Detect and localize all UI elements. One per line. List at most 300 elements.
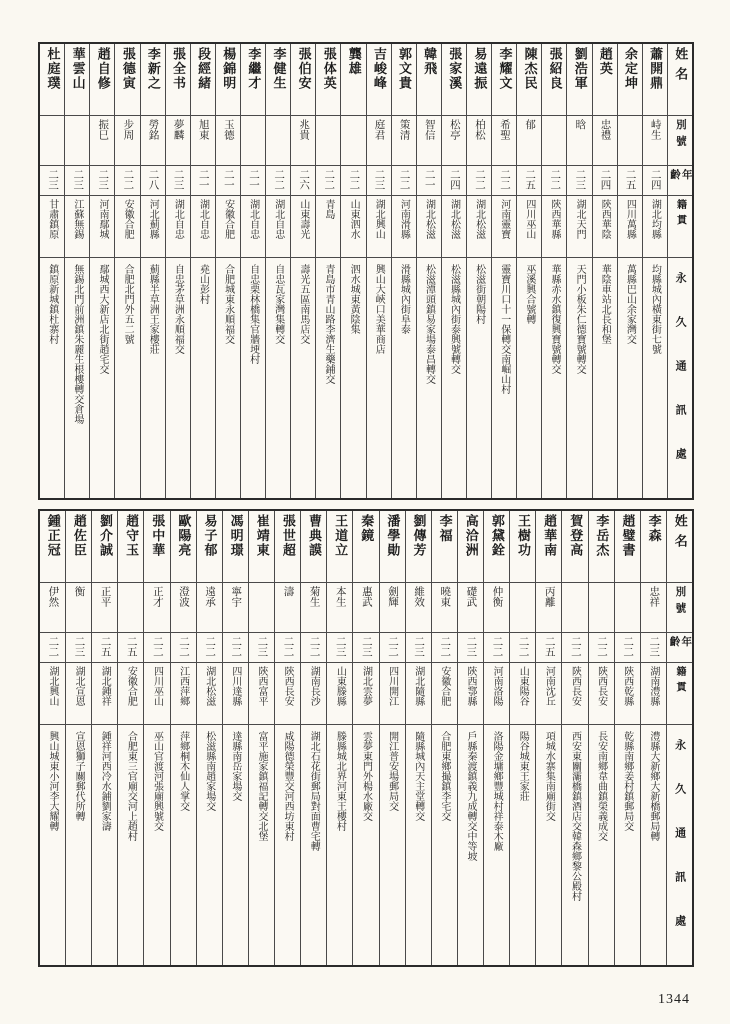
name-cell-text: 李福 [437, 514, 453, 544]
age-cell-text: 二三 [574, 169, 586, 190]
alias-cell [341, 116, 365, 166]
name-cell [90, 44, 114, 116]
age-cell [467, 166, 491, 196]
origin-cell-text: 湖北鍾祥 [99, 666, 111, 706]
alias-cell-text: 衡 [73, 586, 85, 597]
table-column [190, 44, 215, 498]
origin-cell-text: 陝西華縣 [548, 199, 560, 239]
table-column [592, 44, 617, 498]
name-cell-text: 鍾正冠 [45, 514, 61, 558]
name-cell-text: 華雲山 [70, 47, 86, 91]
address-cell-text: 鍾祥河西冷水鋪劉家濤 [99, 731, 111, 831]
name-cell-text: 吉峻峰 [371, 47, 387, 91]
name-cell-text: 歐陽亮 [176, 514, 192, 558]
name-cell [241, 44, 265, 116]
alias-cell [392, 116, 416, 166]
origin-cell-text: 湖北隨縣 [412, 666, 424, 706]
address-cell-text: 滑縣城內街阜泰 [398, 264, 410, 334]
table-divider-gap [38, 500, 694, 509]
origin-cell [118, 663, 143, 725]
origin-cell [589, 663, 614, 725]
address-cell-text: 合肥東鄉撮鎮李宅交 [438, 731, 450, 821]
name-cell [141, 44, 165, 116]
address-cell [191, 258, 215, 498]
header-cell [668, 166, 692, 196]
header-cell [667, 583, 692, 633]
name-cell-text: 郭黛銓 [489, 514, 505, 558]
name-cell-text: 易子郁 [202, 514, 218, 558]
alias-cell-text: 劍輝 [386, 586, 398, 607]
header-cell-text: 別號 [674, 586, 686, 619]
origin-cell [115, 196, 139, 258]
name-cell [40, 511, 65, 583]
alias-cell-text: 策清 [398, 119, 410, 140]
origin-cell-text: 四川巫山 [151, 666, 163, 706]
name-cell-text: 李耀文 [497, 47, 513, 91]
alias-cell-text: 玉德 [222, 119, 234, 140]
name-cell-text: 李森 [646, 514, 662, 544]
address-cell [432, 725, 457, 965]
alias-cell [641, 583, 666, 633]
origin-cell-text: 湖北均縣 [649, 199, 661, 239]
name-cell-text: 馮明璟 [228, 514, 244, 558]
age-cell-text: 二三 [413, 636, 425, 657]
age-cell [562, 633, 587, 663]
age-cell [567, 166, 591, 196]
name-cell-text: 張紹良 [547, 47, 563, 91]
alias-cell [90, 116, 114, 166]
age-cell-text: 二二 [491, 636, 503, 657]
name-cell-text: 趙璧書 [620, 514, 636, 558]
origin-cell-text: 江蘇無錫 [71, 199, 83, 239]
age-cell-text: 二二 [151, 636, 163, 657]
alias-cell [536, 583, 561, 633]
age-cell [392, 166, 416, 196]
origin-cell [442, 196, 466, 258]
address-cell [618, 258, 642, 498]
age-cell-text: 二二 [282, 636, 294, 657]
name-cell-text: 秦鏡 [359, 514, 375, 544]
alias-cell [458, 583, 483, 633]
header-cell-text: 永久通訊處 [673, 739, 686, 959]
origin-cell [367, 196, 391, 258]
name-cell-text: 張中華 [150, 514, 166, 558]
address-cell-text: 自忠栗林橋集官牆埂村 [247, 264, 259, 364]
age-cell-text: 二六 [298, 169, 310, 190]
table-column [290, 44, 315, 498]
name-cell-text: 張伯安 [296, 47, 312, 91]
address-cell [589, 725, 614, 965]
age-cell-text: 二三 [97, 169, 109, 190]
name-cell [484, 511, 509, 583]
age-cell [249, 633, 274, 663]
table-column [366, 44, 391, 498]
age-cell-text: 二一 [247, 169, 259, 190]
name-cell-text: 崔靖東 [254, 514, 270, 558]
alias-cell [562, 583, 587, 633]
name-cell-text: 楊錦明 [221, 47, 237, 91]
address-cell-text: 堯山彭村 [197, 264, 209, 304]
age-cell-text: 二二 [122, 169, 134, 190]
alias-cell-text: 希聖 [499, 119, 511, 140]
name-cell [392, 44, 416, 116]
address-cell-text: 合肥東三官廟交河上趙村 [125, 731, 137, 841]
age-cell-text: 二三 [47, 169, 59, 190]
name-cell [618, 44, 642, 116]
name-cell-text: 張德寅 [120, 47, 136, 91]
address-cell-text: 華陰車站北長和堡 [599, 264, 611, 344]
origin-cell-text: 甘肅鎮原 [46, 199, 58, 239]
origin-cell [492, 196, 516, 258]
table-column [265, 44, 290, 498]
address-cell-text: 洛陽金墉鄉豐城村祥泰木廠 [491, 731, 503, 851]
alias-cell [115, 116, 139, 166]
table-column [535, 511, 561, 965]
origin-cell [432, 663, 457, 725]
address-cell-text: 咸陽德榮豐交河西坊東村 [282, 731, 294, 841]
age-cell [171, 633, 196, 663]
age-cell [510, 633, 535, 663]
origin-cell [341, 196, 365, 258]
name-cell [197, 511, 222, 583]
age-cell [66, 633, 91, 663]
origin-cell [484, 663, 509, 725]
origin-cell [66, 663, 91, 725]
origin-cell-text: 河南沈丘 [543, 666, 555, 706]
address-cell-text: 合肥北門外五二號 [122, 264, 134, 344]
alias-cell-text: 正才 [151, 586, 163, 607]
table-column [240, 44, 265, 498]
address-cell-text: 戶縣秦渡鎮義九成轉交中等坡 [465, 731, 477, 861]
table-column [416, 44, 441, 498]
origin-cell [166, 196, 190, 258]
address-cell [562, 725, 587, 965]
name-cell [641, 511, 666, 583]
alias-cell-text: 松亭 [448, 119, 460, 140]
age-cell [517, 166, 541, 196]
header-cell [668, 258, 692, 498]
address-cell-text: 松滋縣城內街泰興號轉交 [448, 264, 460, 374]
origin-cell-text: 山東陽谷 [517, 666, 529, 706]
alias-cell [275, 583, 300, 633]
name-cell-text: 趙華南 [542, 514, 558, 558]
origin-cell [40, 663, 65, 725]
name-cell [92, 511, 117, 583]
table-column [566, 44, 591, 498]
address-cell [197, 725, 222, 965]
name-cell [223, 511, 248, 583]
alias-cell [166, 116, 190, 166]
origin-cell-text: 四川巫山 [523, 199, 535, 239]
origin-cell [467, 196, 491, 258]
name-cell [275, 511, 300, 583]
alias-cell [249, 583, 274, 633]
name-cell [249, 511, 274, 583]
alias-cell-text: 步周 [122, 119, 134, 140]
alias-cell [589, 583, 614, 633]
age-cell [327, 633, 352, 663]
name-cell [643, 44, 667, 116]
address-cell [40, 725, 65, 965]
name-cell-text: 趙英 [597, 47, 613, 77]
name-cell-text: 李繼才 [246, 47, 262, 91]
address-cell [40, 258, 64, 498]
table-column [431, 511, 457, 965]
address-cell-text: 宣恩獅子關郵代所轉 [73, 731, 85, 821]
address-cell-text: 華縣赤水鎮復興寶號轉交 [548, 264, 560, 374]
address-cell-text: 松滋縣南趙家場交 [203, 731, 215, 811]
age-cell-text: 二四 [649, 169, 661, 190]
address-cell-text: 巫山官渡河張廟興號交 [151, 731, 163, 831]
name-cell-text: 劉傳芳 [411, 514, 427, 558]
origin-cell-text: 湖南長沙 [308, 666, 320, 706]
name-cell [542, 44, 566, 116]
address-cell-text: 合肥城東永順福交 [222, 264, 234, 344]
age-cell [643, 166, 667, 196]
alias-cell-text: 濤 [282, 586, 294, 597]
age-cell [40, 166, 64, 196]
name-cell [216, 44, 240, 116]
alias-cell [380, 583, 405, 633]
address-cell [392, 258, 416, 498]
origin-cell [40, 196, 64, 258]
name-cell [492, 44, 516, 116]
address-cell-text: 萍鄉桐木仙人掌交 [177, 731, 189, 811]
table-column [215, 44, 240, 498]
name-cell-text: 趙佐臣 [71, 514, 87, 558]
name-cell [442, 44, 466, 116]
age-cell-text: 二五 [125, 636, 137, 657]
table-column [561, 511, 587, 965]
origin-cell [241, 196, 265, 258]
table-column [222, 511, 248, 965]
table-column [114, 44, 139, 498]
age-cell [118, 633, 143, 663]
name-cell [458, 511, 483, 583]
address-cell-text: 天門小板朱仁德寶號轉交 [574, 264, 586, 374]
alias-cell-text: 正平 [99, 586, 111, 607]
origin-cell-text: 四川達縣 [229, 666, 241, 706]
origin-cell-text: 山東滕縣 [334, 666, 346, 706]
alias-cell [442, 116, 466, 166]
origin-cell [197, 663, 222, 725]
address-cell-text: 西安東關灞橋鎮酒店交韓森鄉黎公殿村 [569, 731, 581, 901]
age-cell-text: 二三 [256, 636, 268, 657]
table-column [516, 44, 541, 498]
address-cell-text: 鎮原新城鎮杜寨村 [46, 264, 58, 344]
age-cell [406, 633, 431, 663]
age-cell-text: 二三 [172, 169, 184, 190]
alias-cell [353, 583, 378, 633]
address-cell-text: 自忠茅草洲永順福交 [172, 264, 184, 354]
table-column [391, 44, 416, 498]
origin-cell-text: 山東泗水 [348, 199, 360, 239]
address-cell-text: 乾縣南鄉姜村鎮郵局交 [621, 731, 633, 831]
origin-cell-text: 湖北松滋 [448, 199, 460, 239]
alias-cell-text: 郁 [524, 119, 536, 130]
origin-cell [536, 663, 561, 725]
alias-cell-text: 寧宇 [230, 586, 242, 607]
age-cell [241, 166, 265, 196]
address-cell [115, 258, 139, 498]
name-cell-text: 曹典謨 [306, 514, 322, 558]
age-cell-text: 二二 [230, 636, 242, 657]
table-column [117, 511, 143, 965]
name-cell [118, 511, 143, 583]
age-cell-text: 二五 [624, 169, 636, 190]
alias-cell-text: 丙離 [543, 586, 555, 607]
table-column [642, 44, 667, 498]
address-cell [216, 258, 240, 498]
name-cell [266, 44, 290, 116]
address-cell [90, 258, 114, 498]
address-cell [406, 725, 431, 965]
name-cell-text: 劉浩軍 [572, 47, 588, 91]
age-cell-text: 二一 [222, 169, 234, 190]
address-cell-text: 富平施家鎮福記轉交北堡 [256, 731, 268, 841]
alias-cell-text: 澄波 [177, 586, 189, 607]
age-cell-text: 二二 [569, 636, 581, 657]
origin-cell-text: 安徽合肥 [125, 666, 137, 706]
alias-cell [367, 116, 391, 166]
origin-cell-text: 河南洛陽 [491, 666, 503, 706]
header-cell-text: 年齡 [668, 169, 692, 186]
name-cell [567, 44, 591, 116]
origin-cell [216, 196, 240, 258]
address-cell-text: 興山城東小河李大耀轉 [47, 731, 59, 831]
origin-cell [618, 196, 642, 258]
header-cell-text: 姓名 [673, 47, 689, 88]
name-cell [191, 44, 215, 116]
alias-cell-text: 峙生 [649, 119, 661, 140]
address-cell-text: 均縣城內橫東街七號 [649, 264, 661, 354]
origin-cell [92, 663, 117, 725]
origin-cell [65, 196, 89, 258]
alias-cell-text: 柏松 [473, 119, 485, 140]
address-cell [510, 725, 535, 965]
alias-cell-text: 本生 [334, 586, 346, 607]
age-cell-text: 二二 [622, 636, 634, 657]
age-cell [223, 633, 248, 663]
header-cell [667, 725, 692, 965]
name-cell [510, 511, 535, 583]
origin-cell [353, 663, 378, 725]
origin-cell-text: 湖北松滋 [473, 199, 485, 239]
table-column [274, 511, 300, 965]
name-cell-text: 蕭開鼎 [648, 47, 664, 91]
age-cell-text: 二五 [524, 169, 536, 190]
origin-cell-text: 陝西長安 [569, 666, 581, 706]
address-cell [341, 258, 365, 498]
origin-cell-text: 湖北松滋 [203, 666, 215, 706]
age-cell-text: 二一 [423, 169, 435, 190]
name-cell-text: 張全书 [171, 47, 187, 91]
alias-cell [301, 583, 326, 633]
table-column [405, 511, 431, 965]
origin-cell [275, 663, 300, 725]
origin-cell-text: 湖南澧縣 [647, 666, 659, 706]
origin-cell [615, 663, 640, 725]
age-cell-text: 二二 [398, 169, 410, 190]
age-cell-text: 二二 [177, 636, 189, 657]
table-column [65, 511, 91, 965]
table-column [89, 44, 114, 498]
origin-cell [406, 663, 431, 725]
header-cell [667, 663, 692, 725]
address-cell [266, 258, 290, 498]
origin-cell [458, 663, 483, 725]
name-cell [536, 511, 561, 583]
name-cell-text: 張体英 [321, 47, 337, 91]
age-cell [458, 633, 483, 663]
alias-cell-text: 忠祥 [648, 586, 660, 607]
table-column [441, 44, 466, 498]
name-cell-text: 賀登高 [568, 514, 584, 558]
address-cell [316, 258, 340, 498]
origin-cell-text: 河南靈寶 [498, 199, 510, 239]
address-cell-text: 興山大峽口美華商店 [373, 264, 385, 354]
table-column [40, 44, 64, 498]
age-cell [115, 166, 139, 196]
age-cell [301, 633, 326, 663]
header-cell-text: 永久通訊處 [674, 272, 687, 492]
name-cell-text: 趙守玉 [124, 514, 140, 558]
alias-cell-text: 惠武 [360, 586, 372, 607]
name-cell-text: 龔雄 [346, 47, 362, 77]
age-cell-text: 二三 [648, 636, 660, 657]
origin-cell-text: 陝西富平 [256, 666, 268, 706]
name-cell-text: 郭文貴 [397, 47, 413, 91]
alias-cell [615, 583, 640, 633]
alias-cell [643, 116, 667, 166]
origin-cell [327, 663, 352, 725]
name-cell [406, 511, 431, 583]
alias-cell [567, 116, 591, 166]
age-cell-text: 二二 [348, 169, 360, 190]
table-header-column [667, 44, 692, 498]
age-cell [484, 633, 509, 663]
origin-cell-text: 陝西長安 [595, 666, 607, 706]
page-number: 1344 [658, 992, 690, 1007]
age-cell-text: 二八 [147, 169, 159, 190]
alias-cell-text: 忠禮 [599, 119, 611, 140]
alias-cell [141, 116, 165, 166]
address-cell [301, 725, 326, 965]
address-cell [380, 725, 405, 965]
origin-cell [144, 663, 169, 725]
address-cell-text: 滕縣城北界河東王樓村 [334, 731, 346, 831]
age-cell [191, 166, 215, 196]
address-cell [92, 725, 117, 965]
address-cell-text: 松滋潭頭鎮易家場泰昌轉交 [423, 264, 435, 384]
age-cell [353, 633, 378, 663]
age-cell-text: 二二 [517, 636, 529, 657]
name-cell [615, 511, 640, 583]
table-column [248, 511, 274, 965]
origin-cell-text: 湖北自忠 [272, 199, 284, 239]
alias-cell-text: 勞銘 [147, 119, 159, 140]
name-cell [589, 511, 614, 583]
address-cell [223, 725, 248, 965]
origin-cell-text: 四川萬縣 [624, 199, 636, 239]
age-cell [380, 633, 405, 663]
origin-cell-text: 陝西鄠縣 [465, 666, 477, 706]
alias-cell [66, 583, 91, 633]
header-cell [668, 196, 692, 258]
address-cell [567, 258, 591, 498]
alias-cell-text: 兆貴 [298, 119, 310, 140]
address-cell [118, 725, 143, 965]
